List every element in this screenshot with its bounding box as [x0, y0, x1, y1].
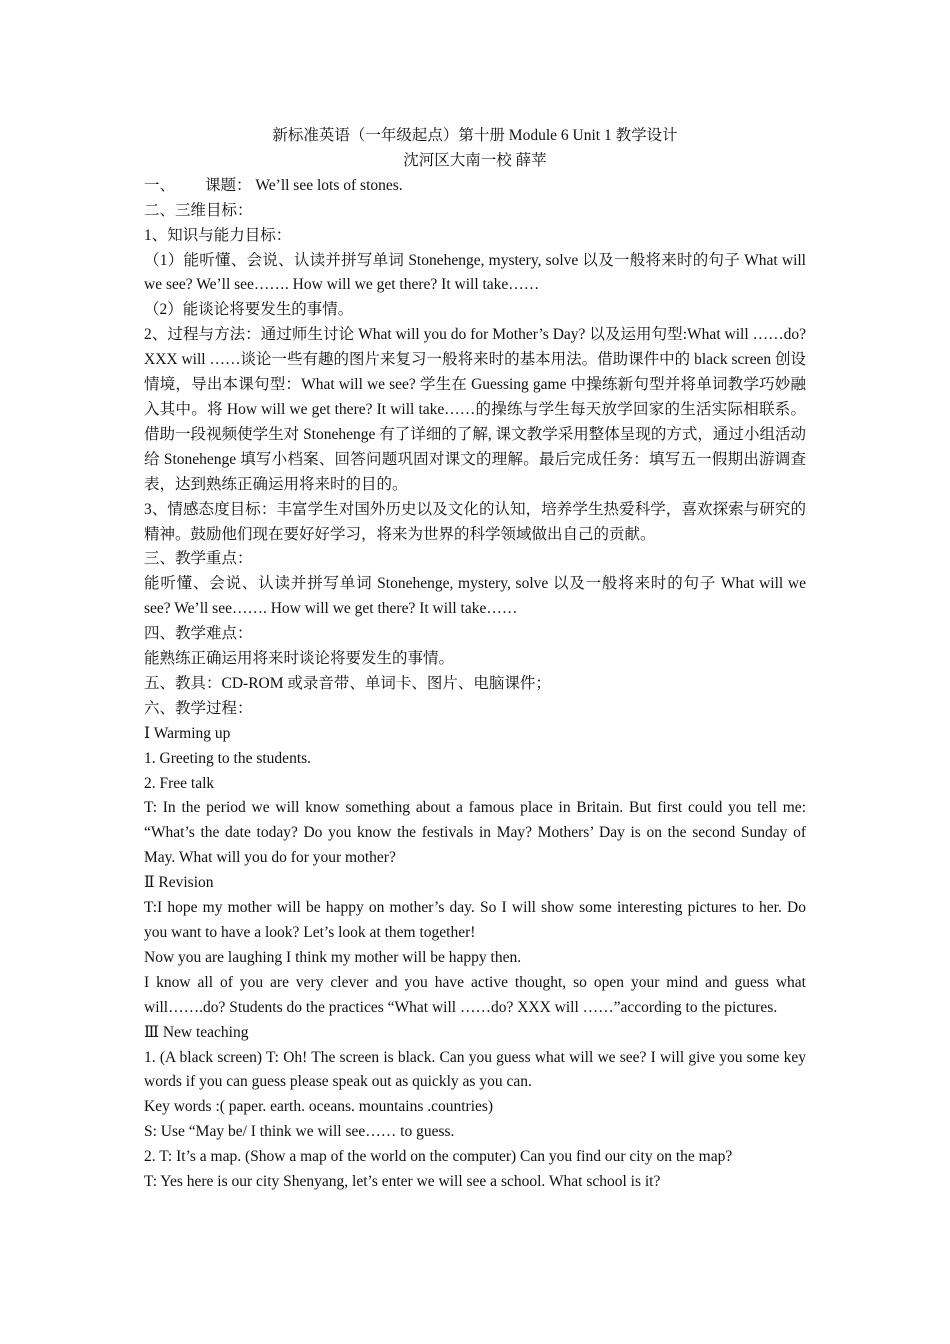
- paragraph: S: Use “May be/ I think we will see…… to guess.: [144, 1123, 455, 1141]
- paragraph: 二、三维目标：: [144, 201, 253, 219]
- paragraph: I know all of you are very clever and you have active thought, so open your mind and guess what will…….do? Students do the practices “What will ……do? XXX will ……”according to the pictures.: [144, 973, 806, 1016]
- lesson-topic: [144, 174, 806, 199]
- paragraph: 1. (A black screen) T: Oh! The screen is black. Can you guess what will we see? I will give you some key words if you can guess please speak out as quickly as you can.: [144, 1048, 806, 1091]
- paragraph: 2. T: It’s a map. (Show a map of the world on the computer) Can you find our city on the map?: [144, 1148, 733, 1166]
- lesson-topic-text: 课题： We’ll see lots of stones.: [205, 176, 403, 194]
- paragraph: 1、知识与能力目标：: [144, 226, 292, 244]
- paragraph: （2）能谈论将要发生的事情。: [144, 301, 354, 319]
- paragraph: T:I hope my mother will be happy on mother’s day. So I will show some interesting pictures to her. Do you want to have a look? Let’s look at them together!: [144, 899, 806, 941]
- paragraph: 六、教学过程：: [144, 699, 253, 717]
- section-heading: Ⅲ New teaching: [144, 1023, 249, 1041]
- paragraph: （1）能听懂、会说、认读并拼写单词 Stonehenge, mystery, solve 以及一般将来时的句子 What will we see? We’ll see……. How will we get there? It will take……: [144, 251, 806, 294]
- paragraph: 三、教学重点：: [144, 550, 253, 568]
- section-heading: Ⅰ Warming up: [144, 724, 231, 742]
- paragraph: Now you are laughing I think my mother will be happy then.: [144, 948, 522, 966]
- paragraph: T: Yes here is our city Shenyang, let’s enter we will see a school. What school is it?: [144, 1173, 661, 1191]
- section-heading: Ⅱ Revision: [144, 874, 214, 892]
- document-author: 沈河区大南一校 薛苹: [403, 151, 547, 169]
- paragraph: Key words :( paper. earth. oceans. mountains .countries): [144, 1098, 494, 1116]
- paragraph: 四、教学难点：: [144, 625, 253, 643]
- paragraph: 1. Greeting to the students.: [144, 749, 312, 767]
- paragraph: 2、过程与方法：通过师生讨论 What will you do for Mother’s Day? 以及运用句型:What will ……do? XXX will ……谈论一些有趣的图片来复习一般将来时的基本用法。借助课件中的 black screen 创设情境，导出本课句型：What will we see? 学生在 Guessing game 中操练新句型并将单词教学巧妙融入其中。将 How will we get there? It will take……的操练与学生每天放学回家的生活实际相联系。借助一段视频使学生对 Stonehenge 有了详细的了解, 课文教学采用整体呈现的方式，通过小组活动给 Stonehenge 填写小档案、回答问题巩固对课文的理解。最后完成任务：填写五一假期出游调查表，达到熟练正确运用将来时的目的。: [144, 326, 806, 493]
- paragraph: 能听懂、会说、认读并拼写单词 Stonehenge, mystery, solve 以及一般将来时的句子 What will we see? We’ll see……. How will we get there? It will take……: [144, 575, 806, 618]
- paragraph: 五、教具：CD-ROM 或录音带、单词卡、图片、电脑课件；: [144, 674, 551, 692]
- paragraph: 2. Free talk: [144, 774, 215, 792]
- paragraph: 能熟练正确运用将来时谈论将要发生的事情。: [144, 650, 455, 668]
- paragraph: 3、情感态度目标：丰富学生对国外历史以及文化的认知，培养学生热爱科学，喜欢探索与研究的精神。鼓励他们现在要好好学习，将来为世界的科学领域做出自己的贡献。: [144, 500, 806, 543]
- paragraph: T: In the period we will know something about a famous place in Britain. But first could you tell me: “What’s the date today? Do you know the festivals in May? Mothers’ Day is on the second Sunday of May. What will you do for your mother?: [144, 799, 806, 867]
- document-title: 新标准英语（一年级起点）第十册 Module 6 Unit 1 教学设计: [272, 127, 678, 144]
- lesson-topic-label: 一、: [144, 176, 176, 194]
- document-page: [144, 124, 806, 1195]
